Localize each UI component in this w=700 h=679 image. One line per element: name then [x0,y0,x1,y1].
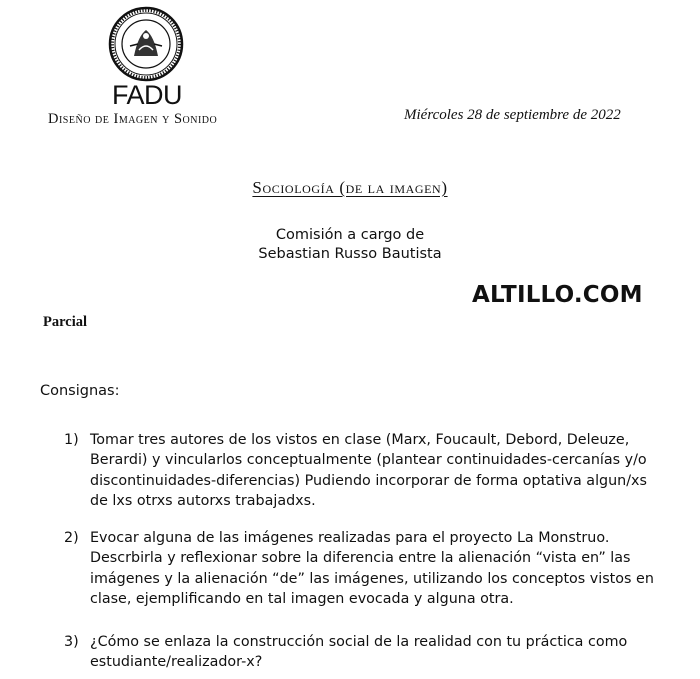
course-title-wrapper [0,178,700,198]
course-title: Sociología (de la imagen) [252,178,448,197]
question-item-2 [64,528,664,609]
commission-line-1: Comisión a cargo de [275,227,425,243]
question-number: 1) [64,432,79,448]
question-item-1 [64,430,664,511]
question-item-3 [64,632,664,673]
question-text: Tomar tres autores de los vistos en clase (Marx, Foucault, Debord, Deleuze, Berardi) y vincularlos conceptualmente (plantear continuidades-cercanías y/o discontinuidades-diferencias) Pudiendo incorporar de forma optativa algun/xs de lxs otrxs autorxs trabajadxs. [90,432,647,509]
university-seal-icon [108,6,184,82]
watermark-brand: ALTILLO.COM [472,282,643,308]
commission-line-2: Sebastian Russo Bautista [258,246,442,262]
exam-type: Parcial [43,314,88,330]
question-number: 2) [64,530,79,546]
question-number: 3) [64,634,79,650]
department-name: Diseño de Imagen y Sonido [48,111,218,127]
instructions-label: Consignas: [40,383,120,399]
logo-text: FADU [112,80,183,110]
question-text: ¿Cómo se enlaza la construcción social de la realidad con tu práctica como estudiante/realizador-x? [90,634,628,671]
exam-date: Miércoles 28 de septiembre de 2022 [404,107,621,123]
question-text: Evocar alguna de las imágenes realizadas para el proyecto La Monstruo. Descrbirla y reflexionar sobre la diferencia entre la alienación “vista en” las imágenes y la alienación “de” las imágenes, utilizando los conceptos vistos en clase, ejemplificando en tal imagen evocada y alguna otra. [90,530,654,607]
